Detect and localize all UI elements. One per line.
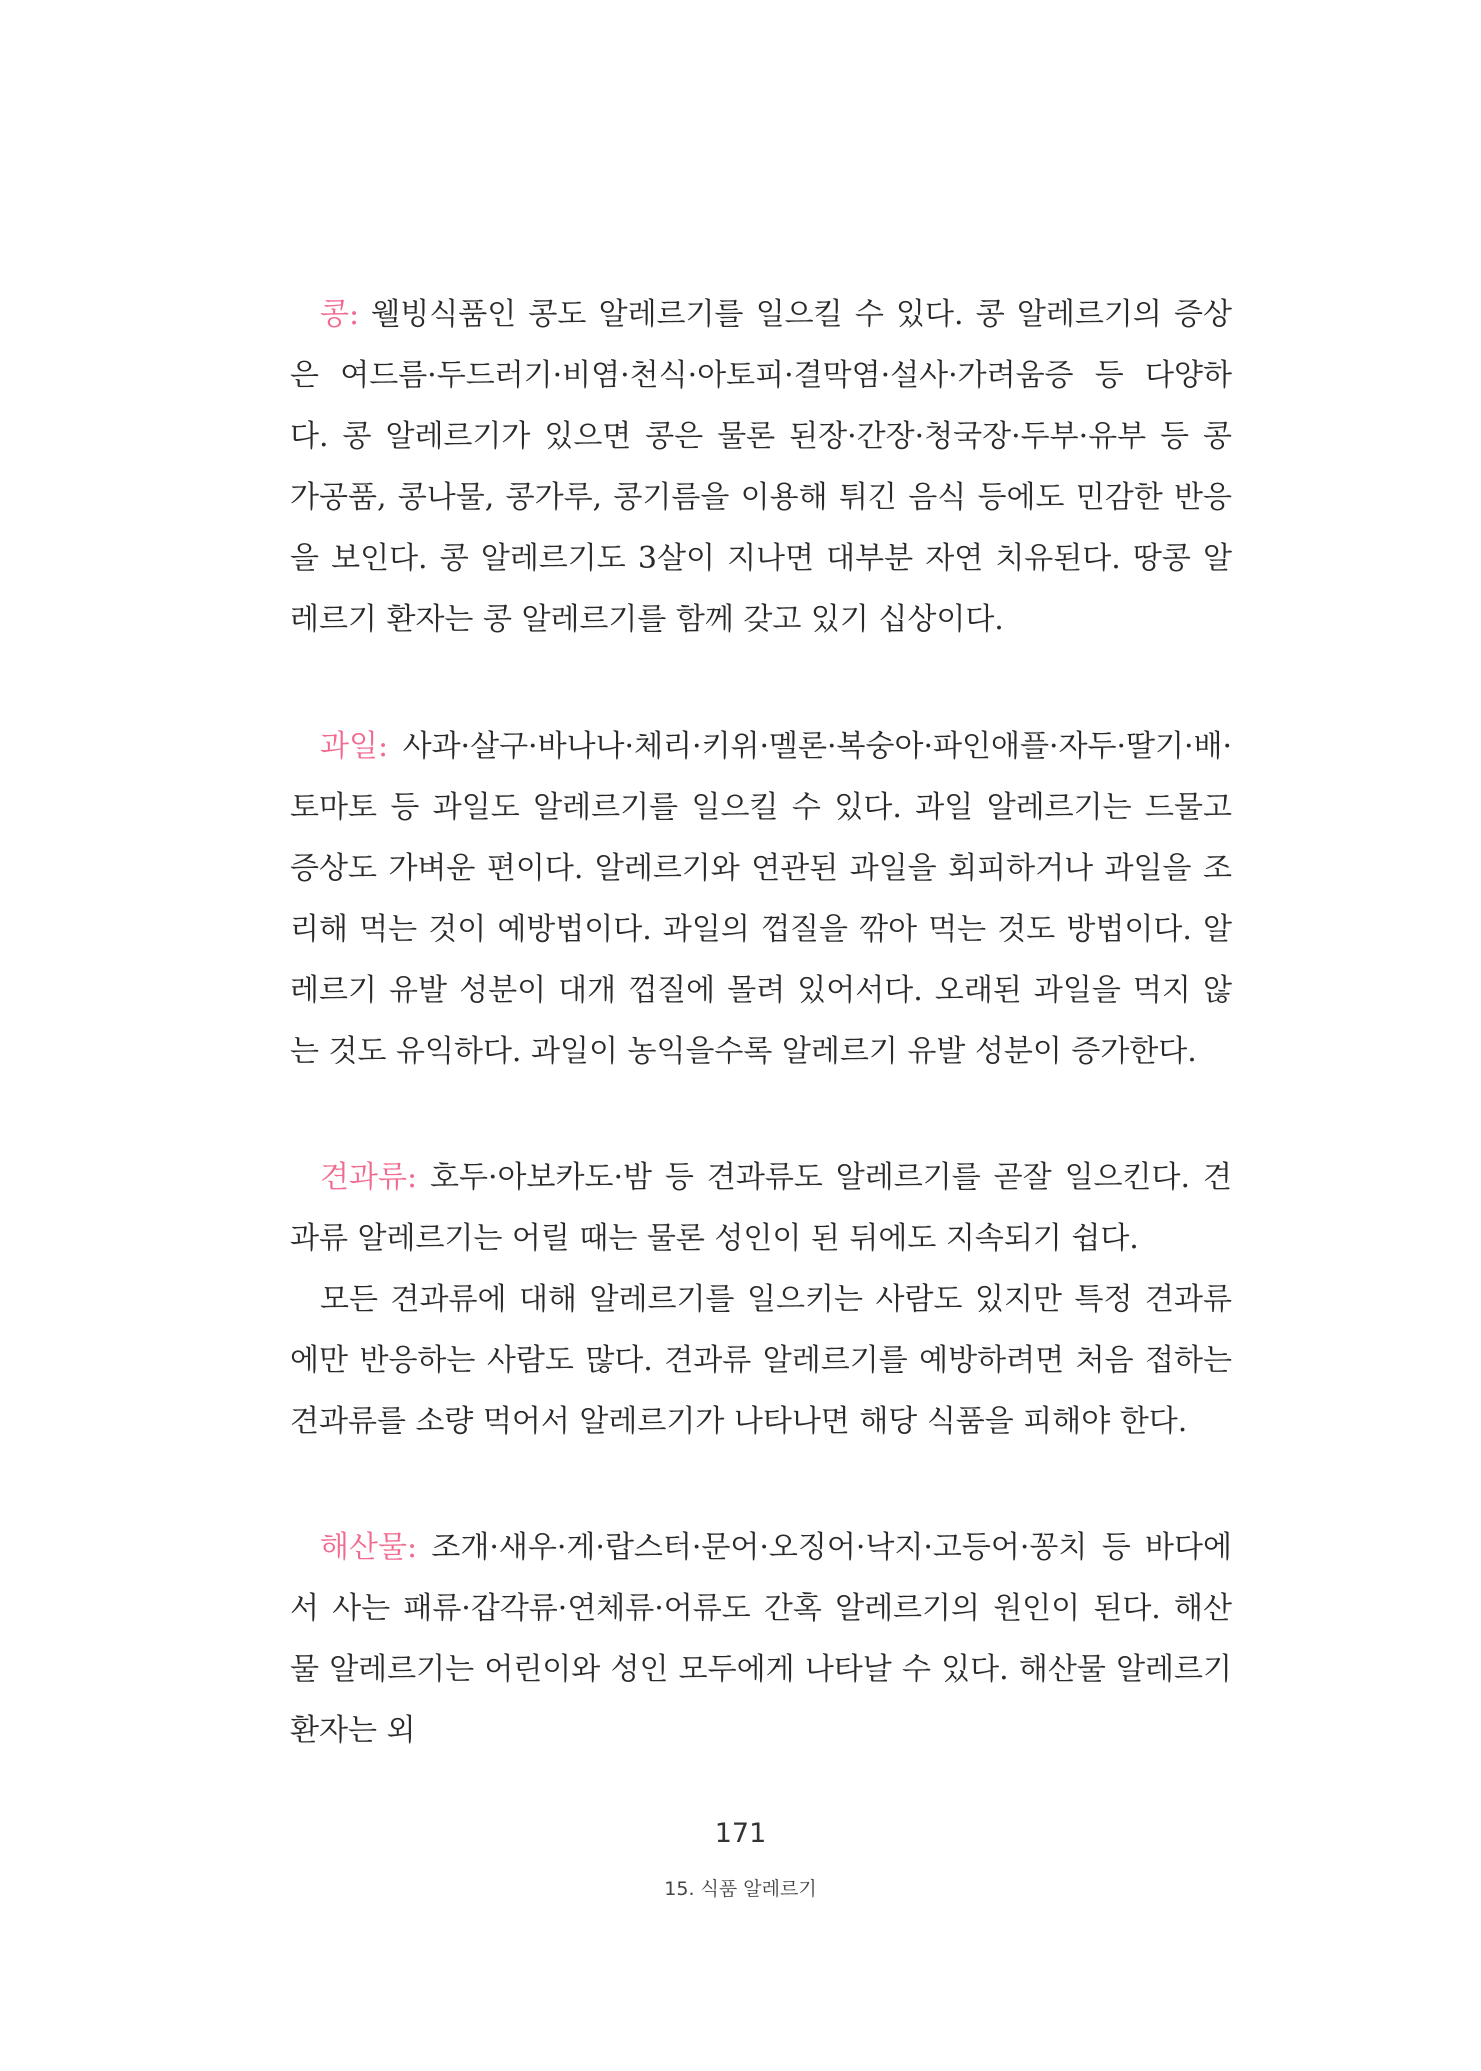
section-fruit (290, 716, 1232, 1082)
term-heading: 해산물: (320, 1530, 418, 1565)
paragraph (290, 284, 1232, 650)
term-heading: 견과류: (320, 1160, 418, 1195)
paragraph-text: 호두·아보카도·밤 등 견과류도 알레르기를 곧잘 일으킨다. 견과류 알레르기는 어릴 때는 물론 성인이 된 뒤에도 지속되기 쉽다. (290, 1160, 1232, 1256)
paragraph-text: 조개·새우·게·랍스터·문어·오징어·낙지·고등어·꽁치 등 바다에서 사는 패류·갑각류·연체류·어류도 간혹 알레르기의 원인이 된다. 해산물 알레르기는 어린이와 성인 모두에게 나타날 수 있다. 해산물 알레르기 환자는 외 (290, 1530, 1232, 1748)
paragraph-text: 사과·살구·바나나·체리·키위·멜론·복숭아·파인애플·자두·딸기·배·토마토 등 과일도 알레르기를 일으킬 수 있다. 과일 알레르기는 드물고 증상도 가벼운 편이다. 알레르기와 연관된 과일을 회피하거나 과일을 조리해 먹는 것이 예방법이다. 과일의 껍질을 깎아 먹는 것도 방법이다. 알레르기 유발 성분이 대개 껍질에 몰려 있어서다. 오래된 과일을 먹지 않는 것도 유익하다. 과일이 농익을수록 알레르기 유발 성분이 증가한다. (290, 729, 1232, 1069)
term-heading: 과일: (320, 729, 389, 764)
paragraph: 모든 견과류에 대해 알레르기를 일으키는 사람도 있지만 특정 견과류에만 반응하는 사람도 많다. 견과류 알레르기를 예방하려면 처음 접하는 견과류를 소량 먹어서 알레르기가 나타나면 해당 식품을 피해야 한다. (290, 1282, 1232, 1439)
paragraph (290, 716, 1232, 1082)
term-heading: 콩: (320, 297, 360, 332)
paragraph-text: 웰빙식품인 콩도 알레르기를 일으킬 수 있다. 콩 알레르기의 증상은 여드름·두드러기·비염·천식·아토피·결막염·설사·가려움증 등 다양하다. 콩 알레르기가 있으면 콩은 물론 된장·간장·청국장·두부·유부 등 콩 가공품, 콩나물, 콩가루, 콩기름을 이용해 튀긴 음식 등에도 민감한 반응을 보인다. 콩 알레르기도 3살이 지나면 대부분 자연 치유된다. 땅콩 알레르기 환자는 콩 알레르기를 함께 갖고 있기 십상이다. (290, 297, 1232, 637)
section-seafood (290, 1517, 1232, 1761)
section-soy (290, 284, 1232, 650)
chapter-title: 15. 식품 알레르기 (664, 1878, 817, 1900)
section-nuts (290, 1147, 1232, 1452)
paragraph (290, 1517, 1232, 1761)
paragraph (290, 1147, 1232, 1269)
page-number: 171 (714, 1818, 767, 1849)
